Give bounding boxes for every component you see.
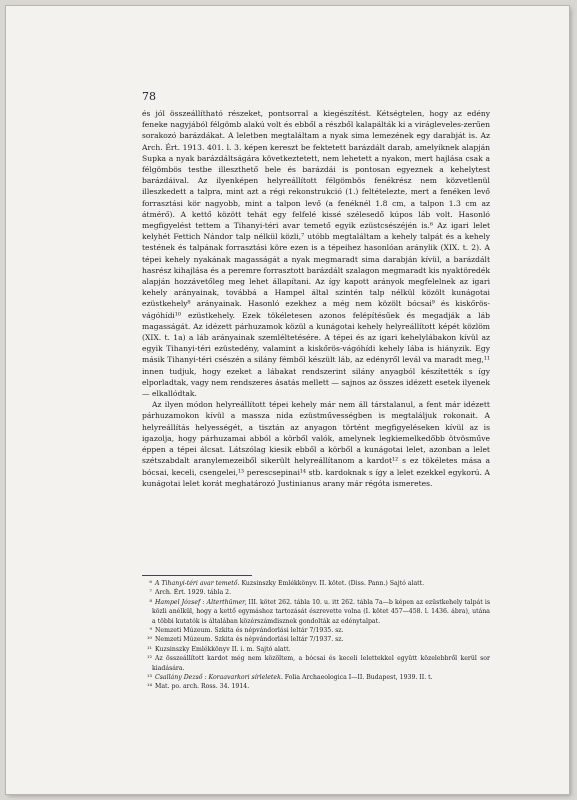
- footnote: [142, 579, 490, 588]
- page-number: 78: [142, 90, 156, 103]
- footnote: [142, 682, 490, 691]
- paragraph-1: és jól összeállítható részeket, pontsorral a kiegészítést. Kétségtelen, hogy az edény feneke nagyjából félgömb alakú volt és ebből a részből kalapálták ki a virágleveles-zerűen sorakozó barázdákat. A leletben megtaláltam a nyak sima lemezének egy darabját is. Az Arch. Ért. 1913. 401. l. 3. képen kereszt be fektetett barázdált darab, amelyiknek alapján Supka a nyak barázdáltságára következtetett, nem lehetett a nyakon, mert hajlása csak a félgömbös testbe illeszthető bele és barázdái is pontosan egyeznek a kehelytest barázdáival. Az ilyenképen helyreállított félgömbös fenékrész nem közvetlenül illeszkedett a talpra, mint azt a régi rekonstrukció (1.) feltételezte, mert a fenéken levő forrasztási kör nagyobb, mint a talpon levő (a fenéknél 1.8 cm, a talpon 1.3 cm az átmérő). A kettő között tehát egy felfelé kissé szélesedő kúpos láb volt. Hasonló megfigyelést tettem a Tihanyi-téri avar temető egyik ezüstcsészéjén is.⁶ Az igari lelet kelyhét Fettich Nándor talp nélkül közli,⁷ utóbb megtaláltam a kehely talpát és a kehely testének és talpának forrasztási köre ezen is a tépeihez hasonlóan aránylik (XIX. t. 2). A tépei kehely nyakának magasságát a nyak megmaradt sima darabján kívül, a barázdált hasrész kihajlása és a peremre forrasztott barázdált szalagon megmaradt kis nyaktöredék alapján hozzávetőleg meg lehet állapítani. Az így kapott arányok megfelelnek az igari kehely arányainak, továbbá a Hampel által szintén talp nélkül közölt kunágotai ezüstkehely⁸ arányainak. Hasonló ezekhez a még nem közölt bócsai⁹ és kiskőrös-vágóhídi¹⁰ ezüstkehely. Ezek tökéletesen azonos felépítésűek és megadják a láb magasságát. Az idézett párhuzamok közül a kunágotai kehely helyreállított képét közlöm (XIX. t. 1a) a láb arányainak szemléltetésére. A tépei és az igari kehelylábakon kívül az egyik Tihanyi-téri ezüstedény, valamint a kiskőrös-vágóhídi kehely lába is hiányzik. Egy másik Tihanyi-téri csészén a silány fémből készült láb, az edényről levál va maradt meg,¹¹ innen tudjuk, hogy ezeket a lábakat rendszerint silány anyagból készítették s így elporladtak, vagy nem rendszeres ásatás mellett — sajnos az összes idézett esetek ilyenek — elkallódtak.: [142, 109, 490, 399]
- footnote-title: Csallány Dezső : Koraavarkori sírleletek.: [155, 674, 283, 682]
- footnote-number: ¹⁰: [147, 636, 152, 644]
- footnote-number: ⁶: [149, 580, 152, 587]
- footnote-text: Nemzeti Múzeum. Szkita és népvándorlási leltár 7/1937. sz.: [155, 636, 344, 644]
- document-page: [6, 6, 569, 794]
- footnote: [142, 598, 490, 626]
- footnote-text: Folia Archaeologica I—II. Budapest, 1939. II. t.: [282, 674, 433, 682]
- footnote-divider: [142, 575, 252, 576]
- footnote-text: III. kötet 262. tábla 10. u. itt 262. tábla 7a—b képen az ezüstkehely talpát is közli anélkül, hogy a kettő egymáshoz tartozását észrevette volna (I. kötet 457—458. l. 1436. ábra), utána a többi kutatók is általában közérszámdisznek gondolták az edénytalpat.: [152, 598, 490, 625]
- footnote-text: Arch. Ért. 1929. tábla 2.: [155, 589, 232, 597]
- footnote-text: Mat. po. arch. Ross. 34. 1914.: [155, 683, 250, 691]
- footnote: [142, 635, 490, 644]
- footnote-number: ¹²: [147, 655, 152, 663]
- footnote-number: ⁷: [149, 589, 152, 597]
- body-text: [142, 108, 490, 489]
- footnote: [142, 654, 490, 673]
- footnote-number: ¹¹: [147, 645, 152, 653]
- footnote: [142, 626, 490, 635]
- footnote: [142, 588, 490, 597]
- footnote-text: Az összeállított kardot még nem közöltem, a bócsai és keceli lelettekkel együtt közelebbről kerül sor kiadására.: [152, 655, 490, 672]
- footnote-number: ¹⁴: [147, 683, 152, 691]
- footnote: [142, 673, 490, 682]
- footnote: [142, 645, 490, 654]
- footnote-number: ⁸: [149, 598, 152, 606]
- footnote-text: Nemzeti Múzeum. Szkita és népvándorlási leltár 7/1935. sz.: [155, 627, 344, 635]
- paragraph-2: Az ilyen módon helyreállított tépei kehely már nem áll társtalanul, a fent már idézett párhuzamokon kívül a massza nida ezüstművességben is megtaláljuk rokonait. A helyreállítás helyességét, a tisztán az anyagon történt megfigyeléseken kívül az is igazolja, hogy párhuzamai abból a körből valók, amelynek legkiemelkedőbb ötvösműve éppen a tépei álcsat. Látszólag kiesik ebből a körből a kunágotai lelet, azonban a lelet szétszabdalt aranylemezeiből sikerült helyreállítanom a kardot¹² s ez tökéletes mása a bócsai, keceli, csengelei,¹³ perescsepinai¹⁴ stb. kardoknak s így a lelet ezekkel egykorú. A kunágotai lelet korát meghatározó Justinianus arany már régóta ismeretes.: [142, 400, 490, 488]
- footnote-text: Kuzsinszky Emlékkönyv. II. kötet. (Diss. Pann.) Sajtó alatt.: [239, 580, 425, 587]
- footnote-text: Kuzsinszky Emlékkönyv II. i. m. Sajtó alatt.: [155, 645, 291, 653]
- footnote-title: Hampel József : Alterthümer,: [155, 598, 247, 606]
- footnote-title: A Tihanyi-téri avar temető.: [155, 580, 240, 587]
- footnotes: [142, 579, 490, 692]
- footnote-number: ¹³: [147, 674, 152, 682]
- footnote-number: ⁹: [149, 627, 152, 635]
